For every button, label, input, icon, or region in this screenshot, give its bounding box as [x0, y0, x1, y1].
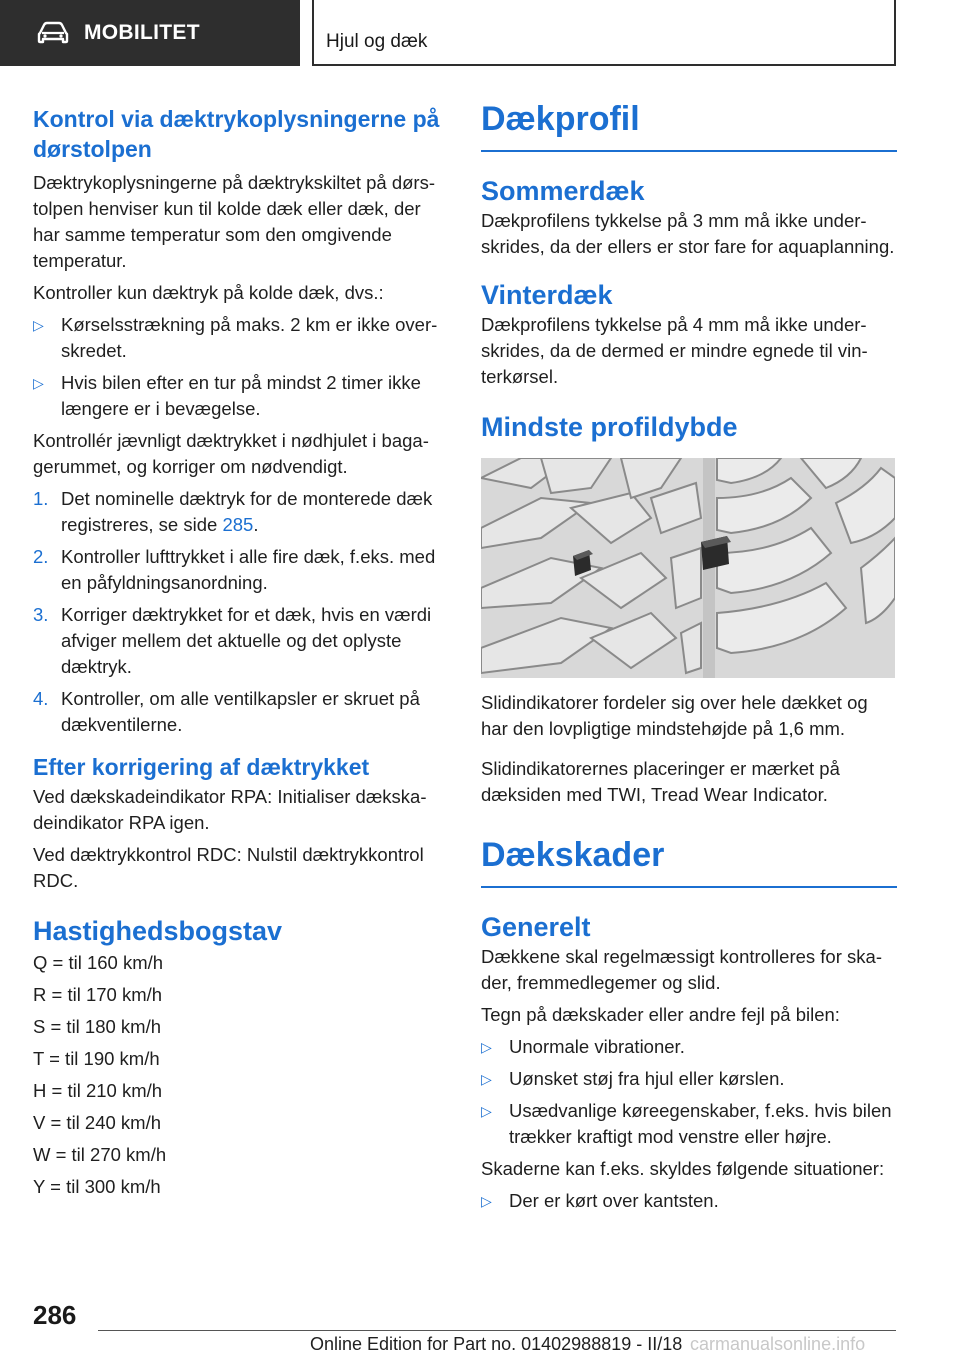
image-caption: Slidindikatorernes placeringer er mærket på dæksiden med TWI, Tread Wear Indicator.: [481, 758, 840, 805]
list-item: ▷ Hvis bilen efter en tur på mindst 2 timer ikke længere er i bevægelse.: [33, 372, 421, 419]
triangle-bullet-icon: ▷: [481, 1071, 492, 1087]
speed-rating-item: V = til 240 km/h: [33, 1112, 162, 1133]
section-title: MOBILITET: [84, 21, 200, 44]
speed-rating-item: W = til 270 km/h: [33, 1144, 167, 1165]
tread-wear-indicator-image: [481, 458, 895, 678]
heading-summer-tires: Sommerdæk: [481, 176, 645, 206]
speed-rating-item: Y = til 300 km/h: [33, 1176, 161, 1197]
heading-tread-profile: Dækprofil: [481, 98, 897, 152]
triangle-bullet-icon: ▷: [481, 1193, 492, 1209]
heading-speed-rating: Hastighedsbogstav: [33, 916, 283, 946]
triangle-bullet-icon: ▷: [33, 317, 44, 333]
paragraph: Dækprofilens tykkelse på 3 mm må ikke underskrides, da der ellers er stor fare for aquaplanning.: [481, 210, 895, 257]
edition-note: Online Edition for Part no. 01402988819 - II/18: [310, 1334, 683, 1354]
paragraph: Ved dæktrykkontrol RDC: Nulstil dæktrykkontrol RDC.: [33, 844, 424, 891]
heading-tire-damage: Dækskader: [481, 834, 897, 888]
chapter-tab: [312, 0, 896, 66]
section-tab: [0, 0, 300, 66]
triangle-bullet-icon: ▷: [481, 1039, 492, 1055]
page-number: 286: [33, 1300, 77, 1330]
cold-tire-list: [33, 312, 449, 422]
paragraph: Dækprofilens tykkelse på 4 mm må ikke underskrides, da de dermed er mindre egnede til vinterkørsel.: [481, 314, 868, 387]
page-reference-link[interactable]: 285: [222, 514, 254, 535]
paragraph: Dækkene skal regelmæssigt kontrolleres for skader, fremmedlegemer og slid.: [481, 946, 882, 993]
speed-rating-item: T = til 190 km/h: [33, 1048, 160, 1069]
paragraph: Kontrollér jævnligt dæktrykket i nødhjulet i bagagerummet, og korriger om nødvendigt.: [33, 430, 429, 477]
right-column: [481, 98, 897, 1214]
speed-rating-item: H = til 210 km/h: [33, 1080, 163, 1101]
list-item: ▷ Kørselsstrækning på maks. 2 km er ikke overskredet.: [33, 314, 438, 361]
triangle-bullet-icon: ▷: [33, 375, 44, 391]
watermark-logo: carmanualsonline.info: [690, 1334, 866, 1354]
paragraph: Tegn på dækskader eller andre fejl på bilen:: [481, 1004, 840, 1025]
heading-min-tread-depth: Mindste profildybde: [481, 412, 738, 442]
heading-after-correction: Efter korrigering af dæktrykket: [33, 754, 370, 780]
damage-causes-list: [481, 1188, 897, 1214]
speed-rating-item: Q = til 160 km/h: [33, 952, 164, 973]
damage-signs-list: [481, 1034, 897, 1150]
paragraph: Skaderne kan f.eks. skyldes følgende situationer:: [481, 1158, 885, 1179]
speed-rating-item: S = til 180 km/h: [33, 1016, 162, 1037]
list-item: ▷ Unormale vibrationer.: [481, 1034, 897, 1060]
list-item: ▷ Usædvanlige køreegenskaber, f.eks. hvis bilen trækker kraftigt mod venstre eller højre.: [481, 1100, 892, 1147]
list-item: ▷ Der er kørt over kantsten.: [481, 1188, 897, 1214]
car-icon: [36, 21, 70, 45]
left-column: [33, 100, 449, 1200]
speed-rating-item: R = til 170 km/h: [33, 984, 163, 1005]
heading-winter-tires: Vinterdæk: [481, 280, 613, 310]
speed-rating-list: [33, 950, 449, 1200]
paragraph: Dæktrykoplysningerne på dæktrykskiltet på dørstolpen henviser kun til kolde dæk eller dæk, der har samme temperatur som den omgivende temperatur.: [33, 172, 436, 271]
triangle-bullet-icon: ▷: [481, 1103, 492, 1119]
step-item: 3. Korriger dæktrykket for et dæk, hvis en værdi afviger mellem det aktuelle og det oplyste dæktryk.: [33, 604, 432, 677]
step-item: 2. Kontroller lufttrykket i alle fire dæk, f.eks. med en påfyldningsanordning.: [33, 546, 436, 593]
heading-general: Generelt: [481, 912, 591, 942]
step-item: 4. Kontroller, om alle ventilkapsler er skruet på dækventilerne.: [33, 688, 420, 735]
list-item: ▷ Uønsket støj fra hjul eller kørslen.: [481, 1066, 897, 1092]
step-item: 1. Det nominelle dæktryk for de monterede dæk registreres, se side 285.: [33, 488, 433, 535]
footer-divider: [98, 1330, 896, 1331]
paragraph: Ved dækskadeindikator RPA: Initialiser dækskadeindikator RPA igen.: [33, 786, 427, 833]
paragraph: Kontroller kun dæktryk på kolde dæk, dvs.:: [33, 282, 384, 303]
steps-list: [33, 486, 449, 738]
image-caption: Slidindikatorer fordeler sig over hele dækket og har den lovpligtige mindstehøjde på 1,6 mm.: [481, 692, 868, 739]
heading-door-pillar: Kontrol via dæktrykoplysningerne på dørstolpen: [33, 106, 440, 162]
chapter-title: Hjul og dæk: [326, 31, 428, 52]
